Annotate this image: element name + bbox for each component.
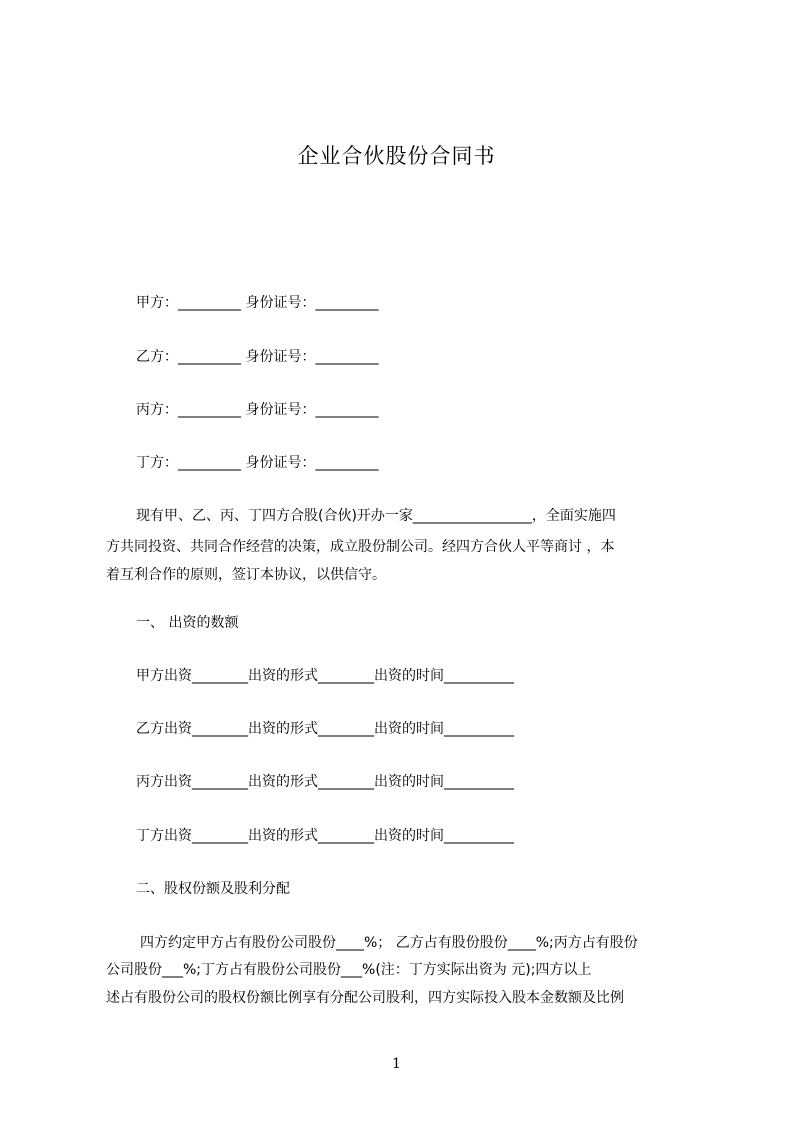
intro-line-1: 现有甲、乙、丙、丁四方合股(合伙)开办一家_________________，全面实施四 — [136, 508, 616, 524]
section2-line-3: 述占有股份公司的股权份额比例享有分配公司股利，四方实际投入股本金数额及比例 — [106, 990, 624, 1006]
intro-line-3: 着互利合作的原则，签订本协议，以供信守。 — [106, 567, 386, 583]
section2-line-2: 公司股份___%;丁方占有股份公司股份___%(注：丁方实际出资为 元);四方以上 — [106, 962, 592, 978]
section2-heading: 二、股权份额及股利分配 — [136, 881, 290, 897]
intro-line-2: 方共同投资、共同合作经营的决策，成立股份制公司。经四方合伙人平等商讨 ，本 — [106, 539, 615, 555]
contribution-row-jia: 甲方出资________出资的形式________出资的时间__________ — [136, 668, 514, 684]
party-line-bing: 丙方：_________ 身份证号：_________ — [136, 402, 379, 418]
section1-heading: 一、 出资的数额 — [136, 615, 239, 631]
party-line-yi: 乙方：_________ 身份证号：_________ — [136, 349, 379, 365]
contribution-row-bing: 丙方出资________出资的形式________出资的时间__________ — [136, 774, 514, 790]
page-number: 1 — [392, 1056, 401, 1072]
contribution-row-ding: 丁方出资________出资的形式________出资的时间__________ — [136, 828, 514, 844]
party-line-ding: 丁方：_________ 身份证号：_________ — [136, 455, 379, 471]
document-title: 企业合伙股份合同书 — [297, 144, 496, 168]
party-line-jia: 甲方：_________ 身份证号：_________ — [136, 295, 379, 311]
contribution-row-yi: 乙方出资________出资的形式________出资的时间__________ — [136, 721, 514, 737]
section2-line-1: 四方约定甲方占有股份公司股份____%； 乙方占有股份股份____%;丙方占有股份 — [140, 935, 638, 951]
